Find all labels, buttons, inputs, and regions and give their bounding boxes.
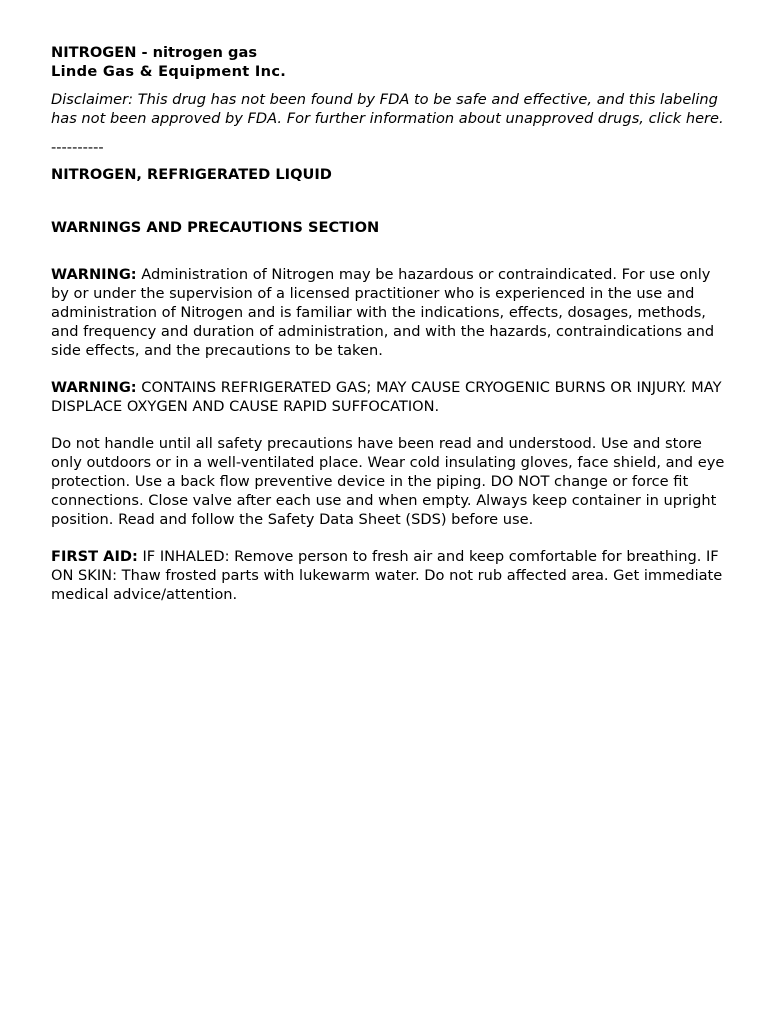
warning-administration-paragraph: [51, 265, 731, 360]
document-title: NITROGEN - nitrogen gas: [51, 44, 258, 61]
paragraph-text: CONTAINS REFRIGERATED GAS; MAY CAUSE CRYOGENIC BURNS OR INJURY. MAY DISPLACE OXYGEN AND CAUSE RAPID SUFFOCATION.: [51, 379, 722, 415]
product-name: NITROGEN, REFRIGERATED LIQUID: [51, 166, 332, 183]
paragraph-lead: WARNING:: [51, 379, 137, 396]
section-heading: WARNINGS AND PRECAUTIONS SECTION: [51, 219, 380, 236]
paragraph-text: Administration of Nitrogen may be hazardous or contraindicated. For use only by or under the supervision of a licensed practitioner who is experienced in the use and administration of Nitrogen and is familiar with the indications, effects, dosages, methods, and frequency and duration of administration, and with the hazards, contraindications and side effects, and the precautions to be taken.: [51, 266, 715, 359]
warning-refrigerated-gas-paragraph: [51, 378, 731, 416]
handling-precautions-paragraph: [51, 434, 731, 529]
separator-line: ----------: [51, 139, 104, 156]
paragraph-lead: WARNING:: [51, 266, 137, 283]
company-name: Linde Gas & Equipment Inc.: [51, 63, 287, 80]
disclaimer-text: Disclaimer: This drug has not been found by FDA to be safe and effective, and this labeling has not been approved by FDA. For further information about unapproved drugs, click here.: [51, 91, 724, 127]
paragraph-text: IF INHALED: Remove person to fresh air and keep comfortable for breathing. IF ON SKIN: Thaw frosted parts with lukewarm water. Do not rub affected area. Get immediate medical advice/attention.: [51, 548, 723, 603]
paragraph-text: Do not handle until all safety precautions have been read and understood. Use and store only outdoors or in a well-ventilated place. Wear cold insulating gloves, face shield, and eye protection. Use a back flow preventive device in the piping. DO NOT change or force fit connections. Close valve after each use and when empty. Always keep container in upright position. Read and follow the Safety Data Sheet (SDS) before use.: [51, 435, 725, 528]
document-page: [51, 43, 731, 604]
first-aid-paragraph: [51, 547, 731, 604]
paragraph-lead: FIRST AID:: [51, 548, 138, 565]
